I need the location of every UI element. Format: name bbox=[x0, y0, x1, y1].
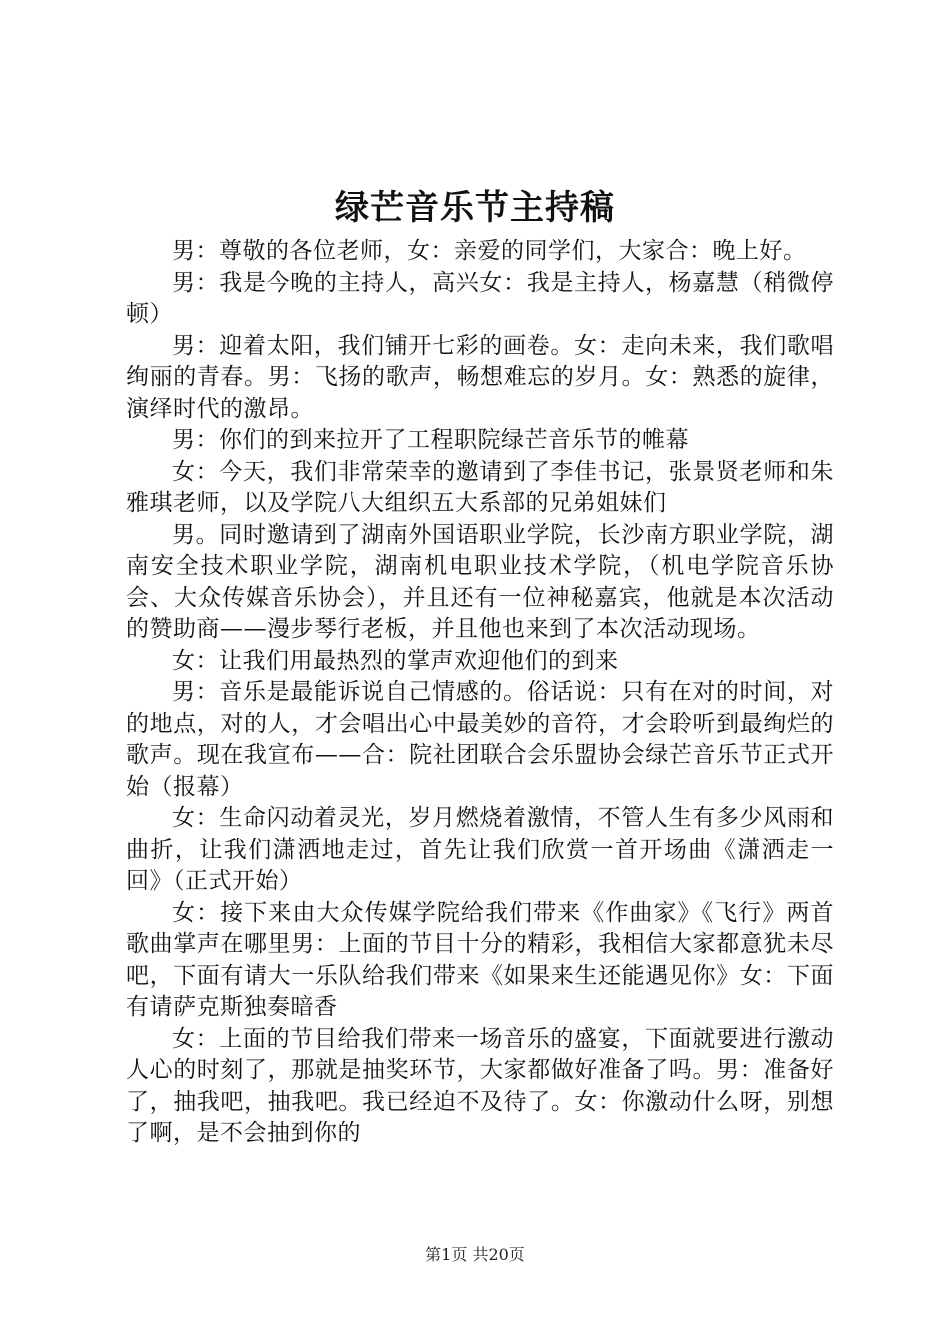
paragraph: 女：让我们用最热烈的掌声欢迎他们的到来 bbox=[172, 647, 619, 674]
paragraph: 女：生命闪动着灵光，岁月燃烧着激情，不管人生有多少风雨和曲折，让我们潇洒地走过，首先让我们欣赏一首开场曲《潇洒走一回》（正式开始） bbox=[126, 805, 834, 894]
document-title: 绿芒音乐节主持稿 bbox=[335, 188, 615, 228]
paragraph: 女：接下来由大众传媒学院给我们带来《作曲家》《飞行》两首歌曲掌声在哪里男：上面的节目十分的精彩，我相信大家都意犹未尽吧，下面有请大一乐队给我们带来《如果来生还能遇见你》女：下面有请萨克斯独奏暗香 bbox=[126, 899, 834, 1020]
paragraph: 女：今天，我们非常荣幸的邀请到了李佳书记，张景贤老师和朱雅琪老师，以及学院八大组织五大系部的兄弟姐妹们 bbox=[126, 458, 834, 516]
paragraph: 男：我是今晚的主持人，高兴女：我是主持人，杨嘉慧（稍微停顿） bbox=[126, 269, 834, 327]
paragraph: 女：上面的节目给我们带来一场音乐的盛宴，下面就要进行激动人心的时刻了，那就是抽奖环节，大家都做好准备了吗。男：准备好了，抽我吧，抽我吧。我已经迫不及待了。女：你激动什么呀，别想了啊，是不会抽到你的 bbox=[126, 1025, 834, 1146]
paragraph: 男：尊敬的各位老师，女：亲爱的同学们，大家合：晚上好。 bbox=[172, 238, 807, 264]
paragraph: 男。同时邀请到了湖南外国语职业学院，长沙南方职业学院，湖南安全技术职业学院，湖南机电职业技术学院，（机电学院音乐协会、大众传媒音乐协会），并且还有一位神秘嘉宾，他就是本次活动的赞助商——漫步琴行老板，并且他也来到了本次活动现场。 bbox=[126, 521, 834, 642]
paragraph: 男：你们的到来拉开了工程职院绿芒音乐节的帷幕 bbox=[172, 427, 689, 453]
document-body bbox=[126, 236, 834, 1150]
paragraph: 男：音乐是最能诉说自己情感的。俗话说：只有在对的时间，对的地点，对的人，才会唱出心中最美妙的音符，才会聆听到最绚烂的歌声。现在我宣布——合：院社团联合会乐盟协会绿芒音乐节正式开始（报幕） bbox=[126, 679, 834, 800]
paragraph: 男：迎着太阳，我们铺开七彩的画卷。女：走向未来，我们歌唱绚丽的青春。男：飞扬的歌声，畅想难忘的岁月。女：熟悉的旋律，演绎时代的激昂。 bbox=[126, 332, 834, 422]
page-number-footer: 第1页 共20页 bbox=[425, 1245, 525, 1264]
